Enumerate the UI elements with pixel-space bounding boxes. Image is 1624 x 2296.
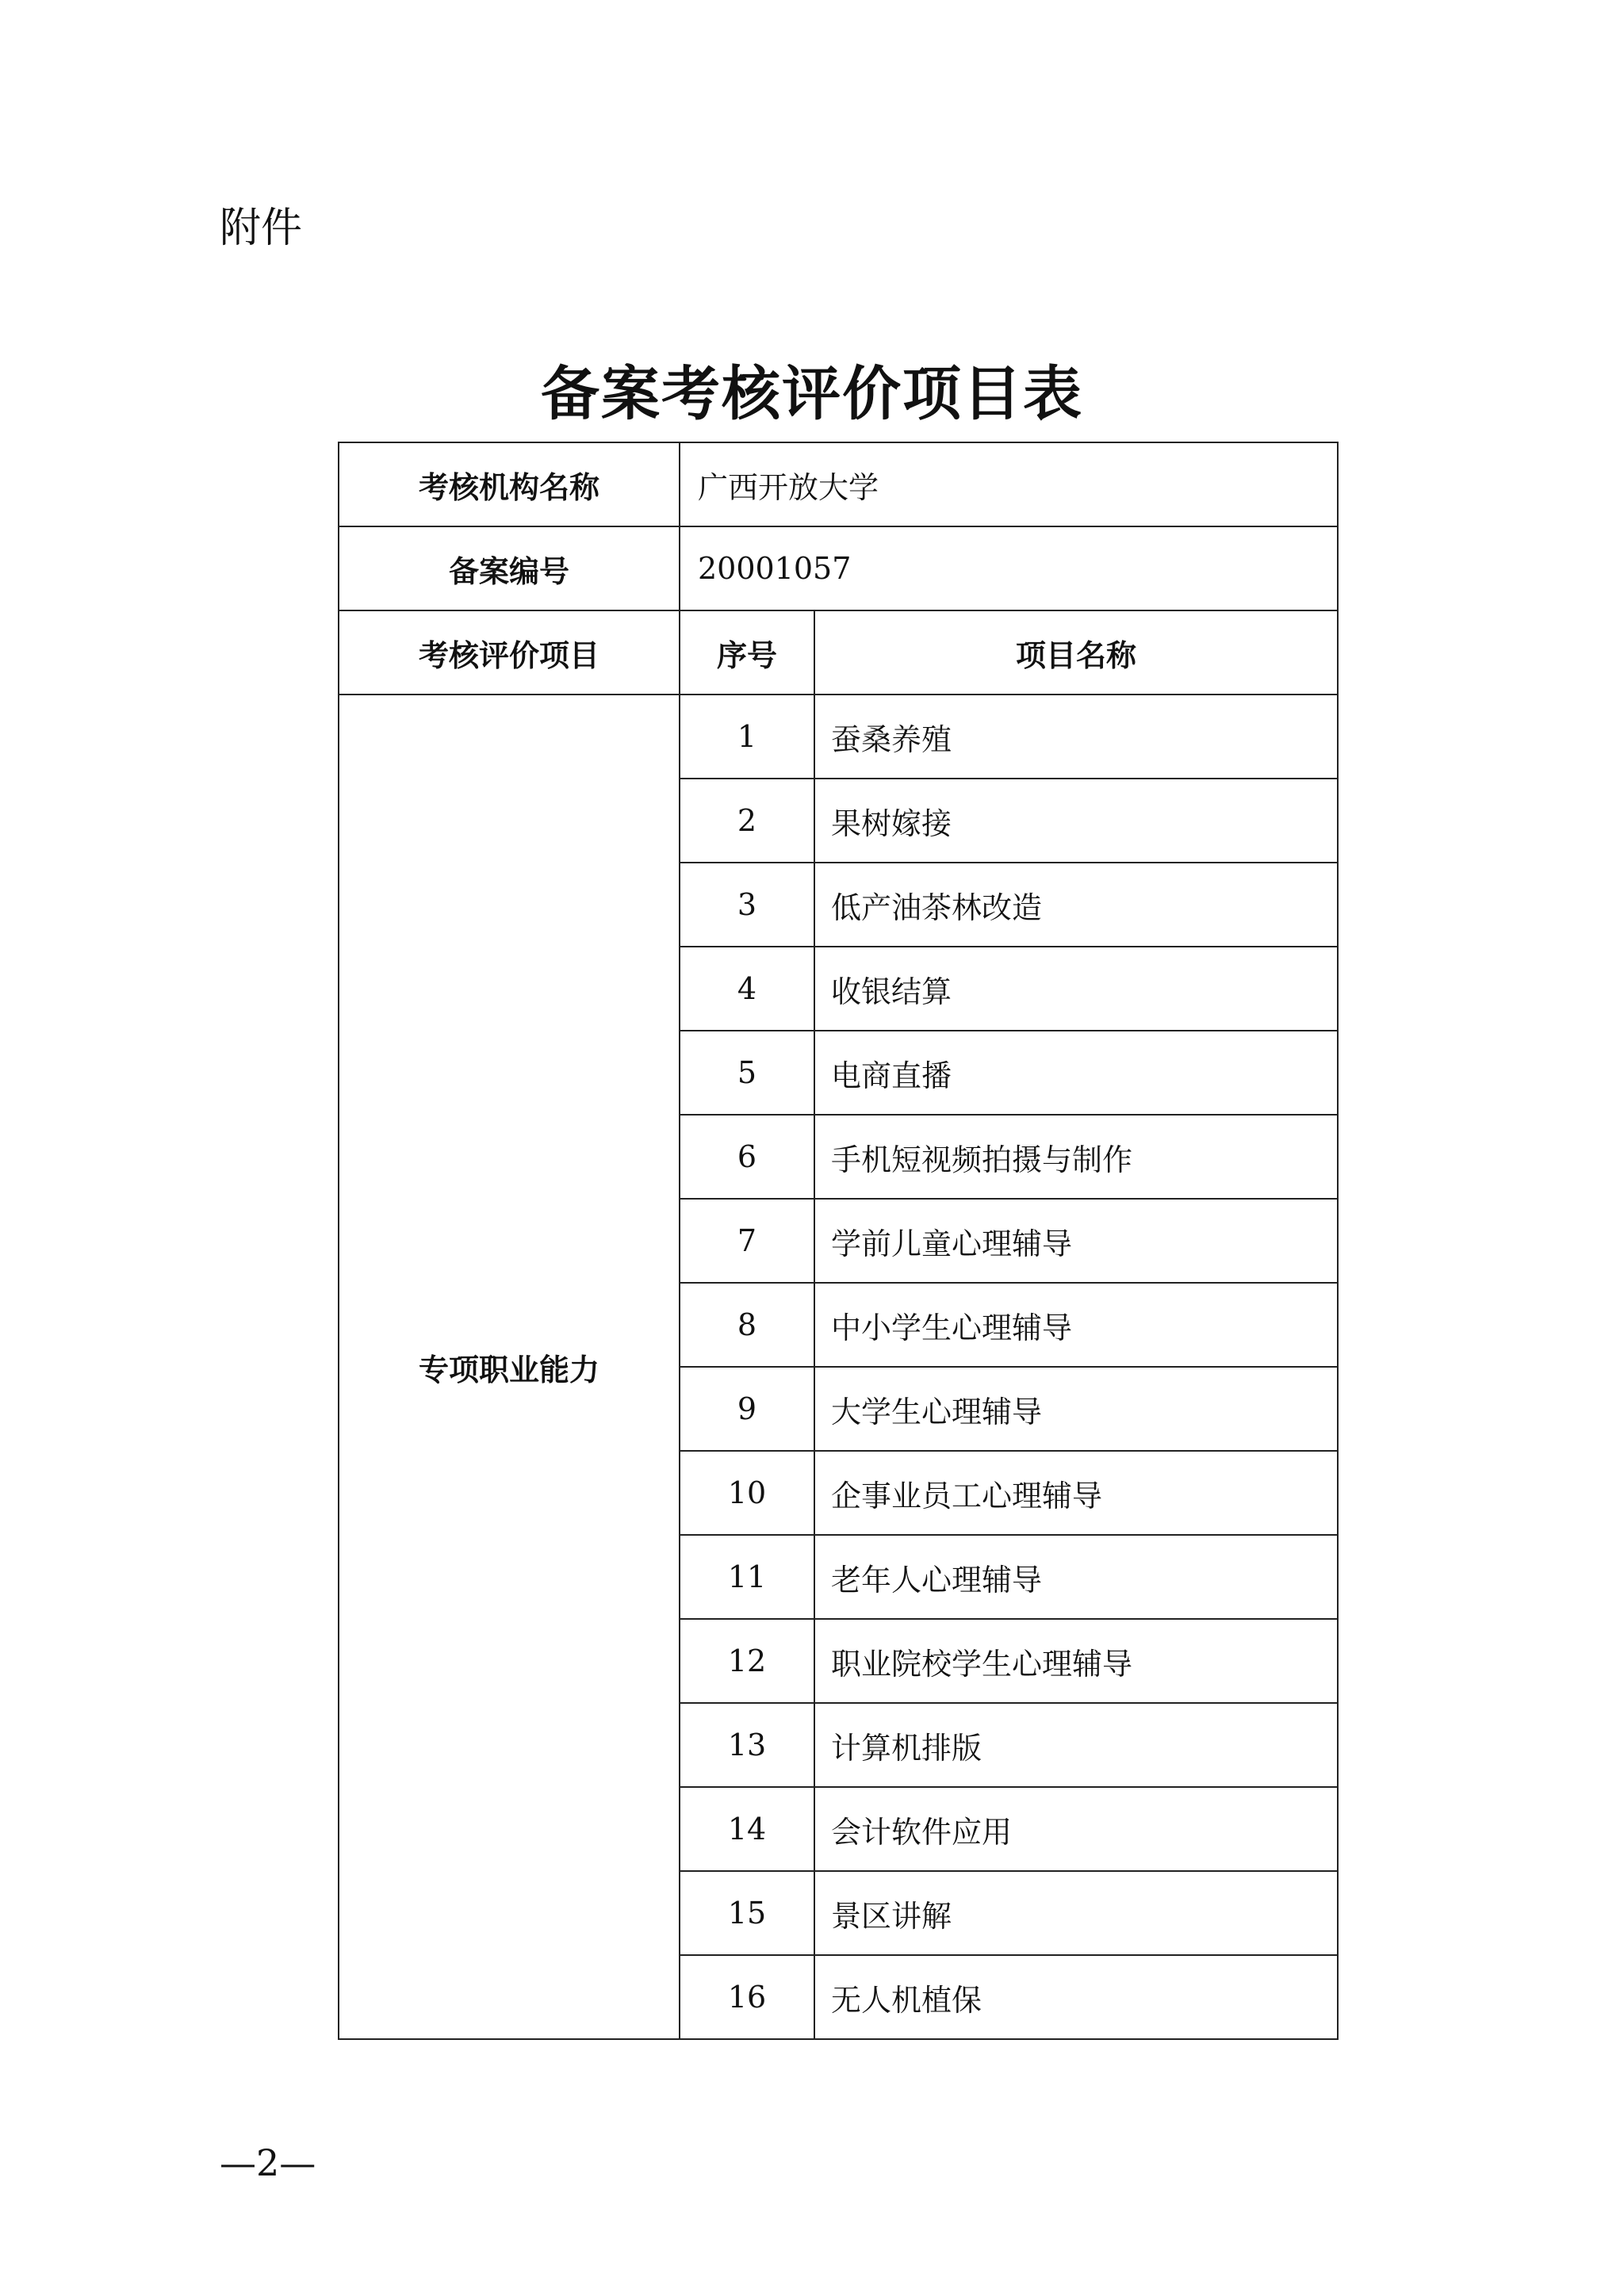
row-project-name: 收银结算 <box>814 947 1338 1031</box>
document-title: 备案考核评价项目表 <box>541 360 1083 428</box>
row-index: 5 <box>680 1031 814 1115</box>
record-number-label: 备案编号 <box>339 526 680 610</box>
row-project-name: 企事业员工心理辅导 <box>814 1451 1338 1535</box>
record-table <box>338 442 1339 2040</box>
header-name: 项目名称 <box>814 610 1338 695</box>
row-index: 15 <box>680 1871 814 1955</box>
row-project-name: 无人机植保 <box>814 1955 1338 2039</box>
row-index: 3 <box>680 863 814 947</box>
attachment-label: 附件 <box>220 205 303 252</box>
page-number: —2— <box>220 2141 316 2184</box>
row-project-name: 中小学生心理辅导 <box>814 1283 1338 1367</box>
row-index: 2 <box>680 779 814 863</box>
record-number-row <box>339 526 1338 610</box>
row-project-name: 计算机排版 <box>814 1703 1338 1787</box>
row-project-name: 果树嫁接 <box>814 779 1338 863</box>
row-project-name: 会计软件应用 <box>814 1787 1338 1871</box>
category-cell: 专项职业能力 <box>339 695 680 2039</box>
header-row <box>339 610 1338 695</box>
row-project-name: 老年人心理辅导 <box>814 1535 1338 1619</box>
row-index: 14 <box>680 1787 814 1871</box>
row-project-name: 学前儿童心理辅导 <box>814 1199 1338 1283</box>
institution-label: 考核机构名称 <box>339 442 680 526</box>
institution-value: 广西开放大学 <box>680 442 1338 526</box>
row-project-name: 蚕桑养殖 <box>814 695 1338 779</box>
institution-row <box>339 442 1338 526</box>
row-index: 9 <box>680 1367 814 1451</box>
row-index: 12 <box>680 1619 814 1703</box>
row-project-name: 手机短视频拍摄与制作 <box>814 1115 1338 1199</box>
row-index: 7 <box>680 1199 814 1283</box>
header-index: 序号 <box>680 610 814 695</box>
row-project-name: 低产油茶林改造 <box>814 863 1338 947</box>
row-index: 11 <box>680 1535 814 1619</box>
row-project-name: 电商直播 <box>814 1031 1338 1115</box>
row-index: 6 <box>680 1115 814 1199</box>
row-project-name: 景区讲解 <box>814 1871 1338 1955</box>
row-index: 1 <box>680 695 814 779</box>
row-index: 10 <box>680 1451 814 1535</box>
row-index: 16 <box>680 1955 814 2039</box>
row-index: 8 <box>680 1283 814 1367</box>
row-index: 13 <box>680 1703 814 1787</box>
row-project-name: 大学生心理辅导 <box>814 1367 1338 1451</box>
record-table-body <box>339 442 1338 2039</box>
table-row <box>339 695 1338 779</box>
row-index: 4 <box>680 947 814 1031</box>
header-project: 考核评价项目 <box>339 610 680 695</box>
record-number-value: 20001057 <box>680 526 1338 610</box>
row-project-name: 职业院校学生心理辅导 <box>814 1619 1338 1703</box>
